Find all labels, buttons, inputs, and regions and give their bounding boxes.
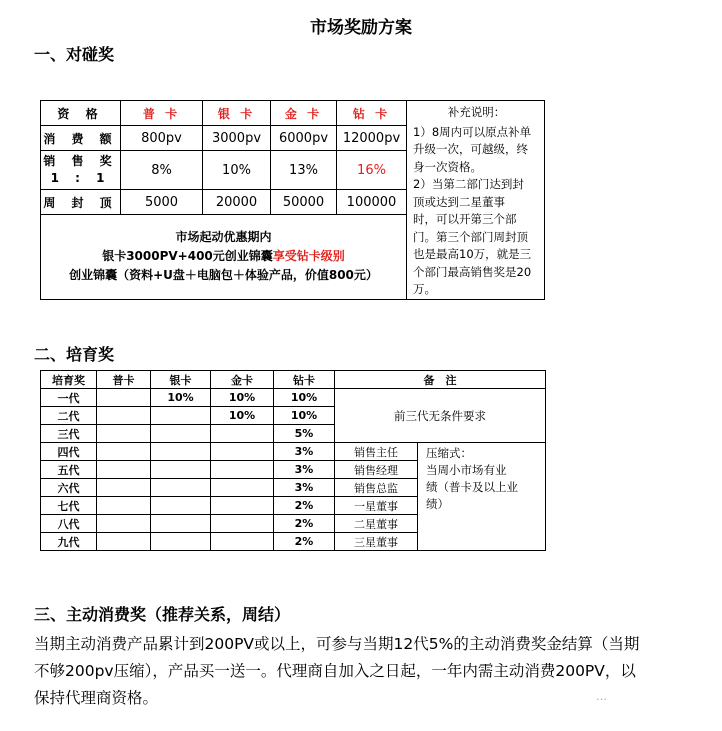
- compress-cell: [418, 443, 546, 551]
- table-cell: 3000pv: [203, 126, 271, 151]
- promo-highlight: 享受钻卡级别: [272, 249, 345, 264]
- notes-line: 2）当第二部门达到封: [413, 177, 524, 191]
- table-cell: [97, 443, 151, 461]
- table-cell: [97, 461, 151, 479]
- table-cell: [211, 497, 274, 515]
- gen-cell: 八代: [41, 515, 97, 533]
- gen-cell: 六代: [41, 479, 97, 497]
- header-cell: 银 卡: [203, 101, 271, 126]
- row-label-line: 销 售 奖: [43, 154, 118, 168]
- rank-cell: 二星董事: [335, 515, 418, 533]
- row-label-line: 1 : 1: [50, 171, 111, 185]
- table-cell: 10%: [151, 389, 211, 407]
- section3-heading: 三、主动消费奖（推荐关系，周结）: [34, 605, 291, 624]
- table-cell: [151, 479, 211, 497]
- compress-title: 压缩式：: [426, 446, 472, 460]
- rank-cell: 一星董事: [335, 497, 418, 515]
- table-cell: [211, 479, 274, 497]
- table-cell: [151, 533, 211, 551]
- table-cell: 16%: [337, 151, 407, 190]
- table-cell: [97, 533, 151, 551]
- gen-cell: 一代: [41, 389, 97, 407]
- table-cell: 2%: [274, 533, 335, 551]
- table-cell: 10%: [211, 389, 274, 407]
- table-cell: [151, 443, 211, 461]
- promo-line: 市场起动优惠期内: [175, 230, 272, 245]
- table-cell: 10%: [274, 407, 335, 425]
- table-cell: [97, 389, 151, 407]
- table-cell: [211, 461, 274, 479]
- gen-cell: 四代: [41, 443, 97, 461]
- collision-award-table: [40, 100, 545, 300]
- notes-line: 个部门最高销售奖是20: [413, 264, 532, 279]
- gen-cell: 二代: [41, 407, 97, 425]
- header-cell: 钻卡: [274, 371, 335, 389]
- table-cell: 3%: [274, 443, 335, 461]
- compress-line: 绩（普卡及以上业: [426, 480, 518, 494]
- table-cell: 100000: [337, 190, 407, 215]
- promo-cell: [41, 215, 407, 300]
- page-title: 市场奖励方案: [310, 18, 412, 38]
- header-cell: 金 卡: [271, 101, 337, 126]
- rank-cell: 销售总监: [335, 479, 418, 497]
- header-cell: 普卡: [97, 371, 151, 389]
- table-cell: [97, 425, 151, 443]
- table-cell: [211, 425, 274, 443]
- remark-first3: 前三代无条件要求: [335, 389, 546, 443]
- notes-line: 1）8周内可以原点补单: [413, 124, 532, 139]
- notes-line: 时，可以开第三个部: [413, 212, 517, 226]
- promo-line: [41, 247, 406, 266]
- header-cell: 培育奖: [41, 371, 97, 389]
- table-cell: 2%: [274, 497, 335, 515]
- header-cell: 钻 卡: [337, 101, 407, 126]
- notes-line: 身一次资格。: [413, 159, 482, 174]
- notes-line: 顶或达到二星董事: [413, 194, 505, 209]
- table-cell: 12000pv: [337, 126, 407, 151]
- notes-line: 万。: [413, 282, 436, 296]
- header-cell: 资 格: [41, 101, 121, 126]
- paragraph-line: 保持代理商资格。: [34, 689, 159, 707]
- table-cell: 2%: [274, 515, 335, 533]
- cultivation-award-table: [40, 370, 546, 551]
- table-cell: 5000: [121, 190, 203, 215]
- rank-cell: 销售经理: [335, 461, 418, 479]
- notes-cell: [407, 101, 545, 300]
- table-cell: [97, 497, 151, 515]
- table-cell: [211, 443, 274, 461]
- table-cell: 3%: [274, 479, 335, 497]
- table-cell: [211, 515, 274, 533]
- table-cell: [97, 479, 151, 497]
- table-cell: [211, 533, 274, 551]
- row-label: 周 封 顶: [41, 190, 121, 215]
- table-row: [41, 443, 546, 461]
- gen-cell: 五代: [41, 461, 97, 479]
- table-cell: 10%: [211, 407, 274, 425]
- table-cell: 50000: [271, 190, 337, 215]
- table-cell: 20000: [203, 190, 271, 215]
- notes-line: 升级一次，可越级，终: [413, 142, 528, 156]
- compress-line: 当周小市场有业: [426, 463, 507, 477]
- header-cell: 金卡: [211, 371, 274, 389]
- gen-cell: 九代: [41, 533, 97, 551]
- gen-cell: 七代: [41, 497, 97, 515]
- rank-cell: 三星董事: [335, 533, 418, 551]
- table-row: [41, 389, 546, 407]
- table-cell: 3%: [274, 461, 335, 479]
- table-cell: [97, 515, 151, 533]
- promo-line: 创业锦囊（资料+U盘＋电脑包＋体验产品，价值800元）: [69, 268, 378, 283]
- section2-heading: 二、培育奖: [34, 345, 115, 364]
- header-cell: 备 注: [335, 371, 546, 389]
- table-cell: [151, 497, 211, 515]
- table-cell: [151, 515, 211, 533]
- notes-title: 补充说明：: [447, 105, 506, 119]
- section3-paragraph: [34, 631, 714, 712]
- table-cell: 10%: [274, 389, 335, 407]
- table-cell: [151, 425, 211, 443]
- table-cell: 800pv: [121, 126, 203, 151]
- table-cell: 5%: [274, 425, 335, 443]
- table-cell: 8%: [121, 151, 203, 190]
- table-cell: [97, 407, 151, 425]
- table-cell: 6000pv: [271, 126, 337, 151]
- section1-heading: 一、对碰奖: [34, 45, 115, 64]
- header-cell: 银卡: [151, 371, 211, 389]
- notes-line: 门。第三个部门周封顶: [413, 229, 528, 244]
- table-cell: [151, 461, 211, 479]
- table-cell: 10%: [203, 151, 271, 190]
- paragraph-line: 当期主动消费产品累计到200PV或以上，可参与当期12代5%的主动消费奖金结算（当期: [34, 635, 640, 653]
- paragraph-line: 不够200pv压缩），产品买一送一。代理商自加入之日起，一年内需主动消费200PV，以: [34, 662, 636, 680]
- notes-line: 也是最高10万，就是三: [413, 247, 532, 261]
- compress-line: 绩）: [426, 497, 449, 511]
- row-label: 消 费 额: [41, 126, 121, 151]
- gen-cell: 三代: [41, 425, 97, 443]
- table-cell: 13%: [271, 151, 337, 190]
- watermark: …: [596, 690, 607, 703]
- row-label: [41, 151, 121, 190]
- header-cell: 普 卡: [121, 101, 203, 126]
- promo-text: 银卡3000PV+400元创业锦囊: [102, 249, 273, 264]
- rank-cell: 销售主任: [335, 443, 418, 461]
- table-cell: [151, 407, 211, 425]
